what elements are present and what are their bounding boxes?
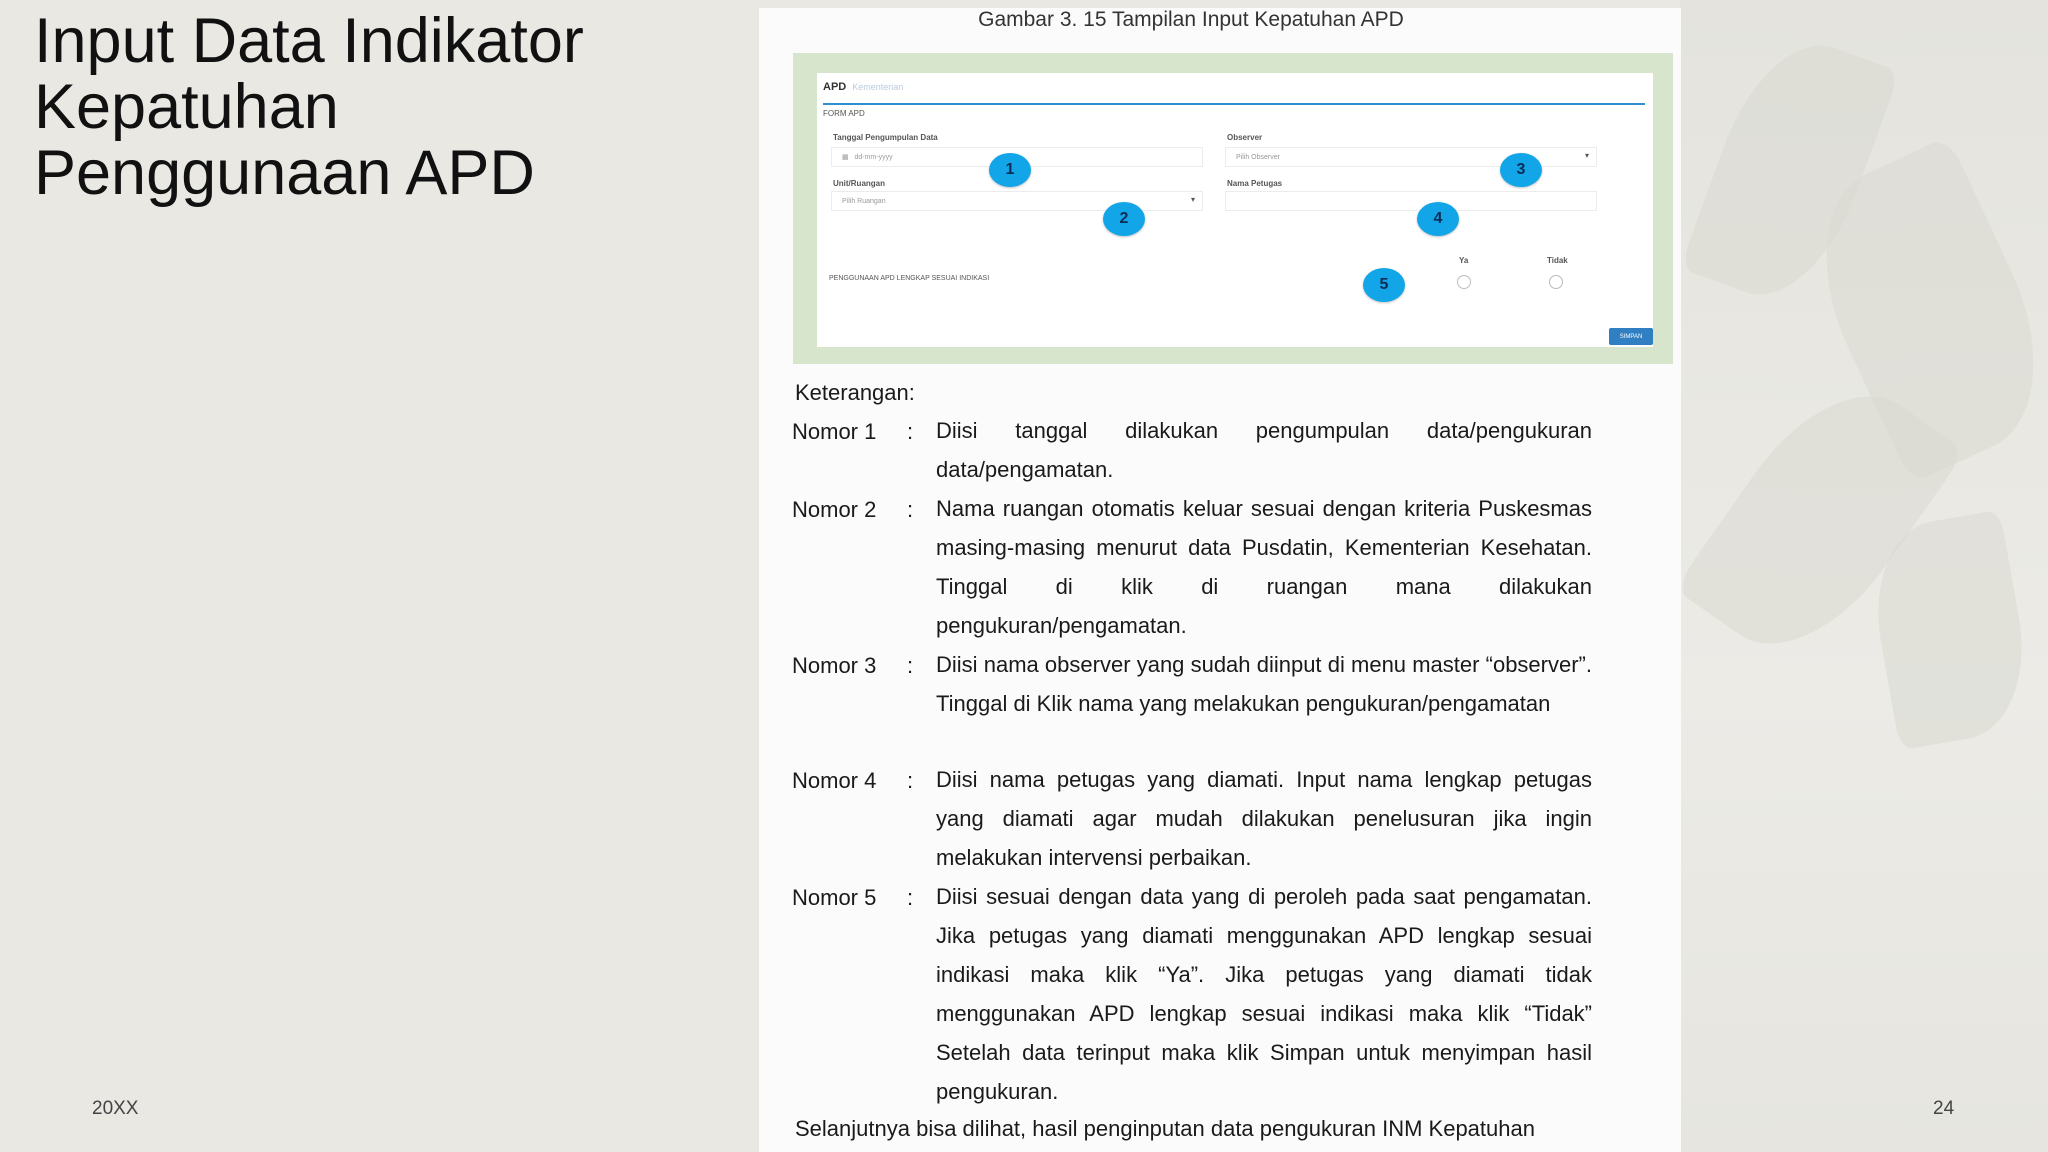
ya-label: Ya xyxy=(1459,256,1469,265)
slide-title xyxy=(34,8,674,206)
item-colon: : xyxy=(907,768,914,793)
save-button[interactable]: SIMPAN xyxy=(1609,328,1653,345)
item-label: Nomor 4 xyxy=(792,768,877,793)
background-decoration xyxy=(1680,0,2048,1152)
figure-caption: Gambar 3. 15 Tampilan Input Kepatuhan APD xyxy=(978,8,1404,31)
item-colon: : xyxy=(907,419,914,444)
item-label: Nomor 1 xyxy=(792,419,877,444)
apd-question-label: PENGGUNAAN APD LENGKAP SESUAI INDIKASI xyxy=(829,275,990,282)
item-label: Nomor 5 xyxy=(792,885,877,910)
nama-petugas-input[interactable] xyxy=(1225,191,1597,211)
item-colon: : xyxy=(907,885,914,910)
observer-label: Observer xyxy=(1227,133,1263,142)
unit-select[interactable] xyxy=(831,191,1203,211)
tidak-label: Tidak xyxy=(1547,256,1568,265)
form-card xyxy=(817,73,1653,347)
ya-radio[interactable] xyxy=(1457,275,1471,289)
marker-5: 5 xyxy=(1363,268,1405,302)
continuation-text: Selanjutnya bisa dilihat, hasil penginputan data pengukuran INM Kepatuhan xyxy=(795,1116,1535,1141)
footer-date: 20XX xyxy=(92,1098,139,1119)
item-label: Nomor 3 xyxy=(792,653,877,678)
tanggal-label: Tanggal Pengumpulan Data xyxy=(833,133,938,142)
tidak-radio[interactable] xyxy=(1549,275,1563,289)
observer-chevron-icon: ▾ xyxy=(1585,151,1590,160)
calendar-icon: ▦ xyxy=(842,154,849,161)
title-line-3: Penggunaan APD xyxy=(34,138,535,208)
document-page xyxy=(759,8,1681,1152)
marker-3: 3 xyxy=(1500,153,1542,187)
item-colon: : xyxy=(907,497,914,522)
form-header-sub: Kementerian xyxy=(852,82,904,92)
marker-4: 4 xyxy=(1417,202,1459,236)
title-line-1: Input Data Indikator xyxy=(34,6,584,76)
item-label: Nomor 2 xyxy=(792,497,877,522)
form-title: FORM APD xyxy=(823,109,865,118)
item-desc: Diisi nama observer yang sudah diinput di menu master “observer”. Tinggal di Klik nama yang melakukan pengukuran/pengamatan xyxy=(936,652,1592,716)
unit-chevron-icon: ▾ xyxy=(1191,195,1196,204)
title-line-2: Kepatuhan xyxy=(34,72,339,142)
item-desc: Diisi sesuai dengan data yang di peroleh pada saat pengamatan. Jika petugas yang diamati menggunakan APD lengkap sesuai indikasi maka klik “Ya”. Jika petugas yang diamati tidak menggunakan APD lengkap sesuai indikasi maka klik “Tidak” Setelah data terinput maka klik Simpan untuk menyimpan hasil pengukuran. xyxy=(936,884,1592,1104)
keterangan-title: Keterangan: xyxy=(795,380,915,405)
observer-select[interactable] xyxy=(1225,147,1597,167)
form-header xyxy=(823,81,1645,105)
tanggal-value: dd-mm-yyyy xyxy=(854,154,893,161)
marker-2: 2 xyxy=(1103,202,1145,236)
embedded-form-screenshot xyxy=(793,53,1673,364)
item-desc: Nama ruangan otomatis keluar sesuai dengan kriteria Puskesmas masing-masing menurut data Pusdatin, Kementerian Kesehatan. Tinggal di klik di ruangan mana dilakukan pengukuran/pengamatan. xyxy=(936,496,1592,638)
unit-value: Pilih Ruangan xyxy=(842,198,886,205)
nama-petugas-label: Nama Petugas xyxy=(1227,179,1283,188)
item-colon: : xyxy=(907,653,914,678)
item-desc: Diisi tanggal dilakukan pengumpulan data/pengukuran data/pengamatan. xyxy=(936,418,1592,482)
unit-label: Unit/Ruangan xyxy=(833,179,885,188)
item-desc: Diisi nama petugas yang diamati. Input nama lengkap petugas yang diamati agar mudah dilakukan penelusuran jika ingin melakukan intervensi perbaikan. xyxy=(936,767,1592,870)
marker-1: 1 xyxy=(989,153,1031,187)
form-header-title: APD xyxy=(823,81,847,93)
page-number: 24 xyxy=(1933,1098,1955,1119)
observer-value: Pilih Observer xyxy=(1236,154,1280,161)
